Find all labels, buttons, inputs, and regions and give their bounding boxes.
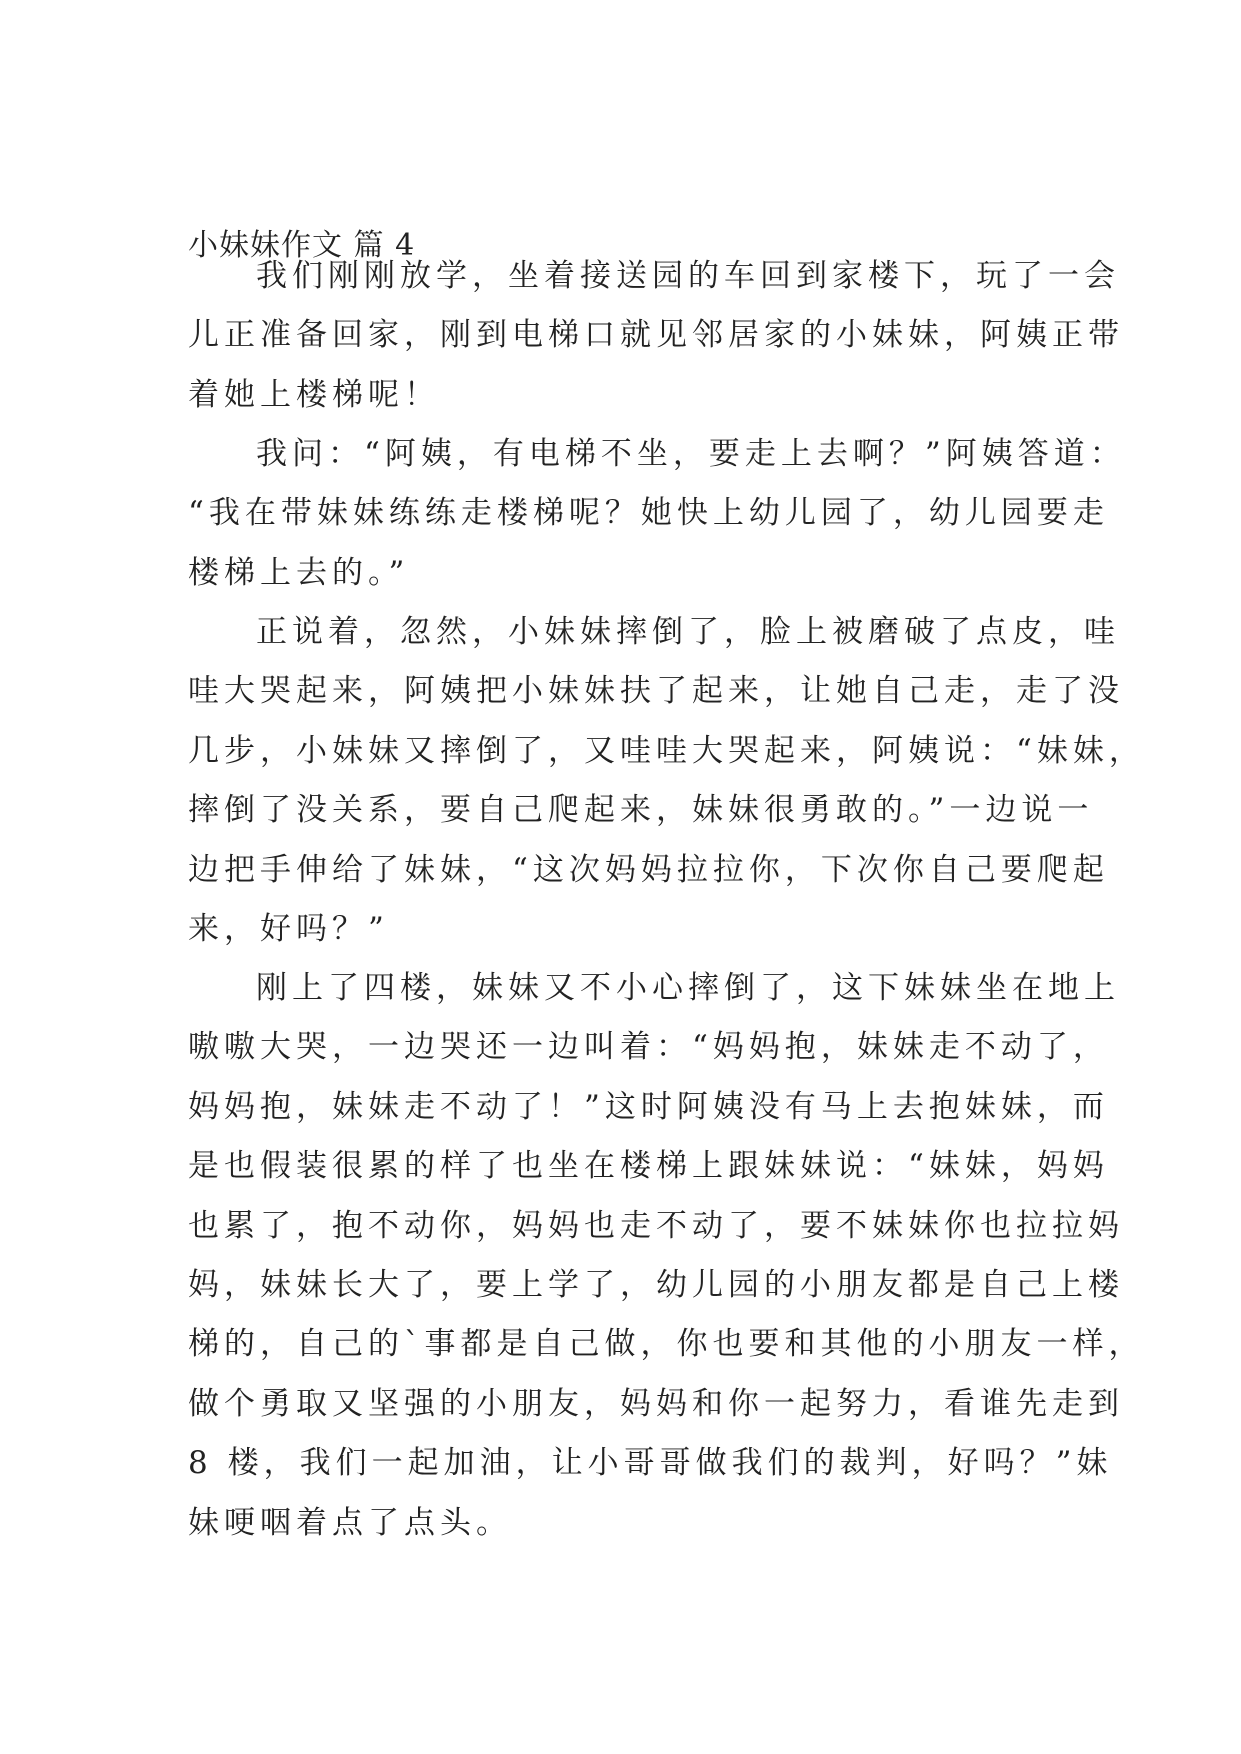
paragraph-line: 儿正准备回家，刚到电梯口就见邻居家的小妹妹，阿姨正带 (188, 317, 1124, 354)
paragraph-line: 边把手伸给了妹妹，“这次妈妈拉拉你，下次你自己要爬起 (188, 851, 1109, 888)
paragraph-1 (188, 254, 1124, 432)
paragraph-line: 正说着，忽然，小妹妹摔倒了，脸上被磨破了点皮，哇 (256, 614, 1120, 650)
paragraph-line: 梯的，自己的`事都是自己做，你也要和其他的小朋友一样， (188, 1326, 1145, 1363)
paragraph-line: 妈，妹妹长大了，要上学了，幼儿园的小朋友都是自己上楼 (188, 1266, 1124, 1303)
paragraph-line: 妈妈抱，妹妹走不动了！”这时阿姨没有马上去抱妹妹，而 (188, 1088, 1109, 1125)
paragraph-line: 刚上了四楼，妹妹又不小心摔倒了，这下妹妹坐在地上 (256, 970, 1120, 1006)
paragraph-line: 摔倒了没关系，要自己爬起来，妹妹很勇敢的。”一边说一 (188, 792, 1094, 829)
paragraph-line: 哇大哭起来，阿姨把小妹妹扶了起来，让她自己走，走了没 (188, 673, 1124, 710)
paragraph-line: 来，好吗？” (188, 910, 389, 947)
paragraph-line: 是也假装很累的样了也坐在楼梯上跟妹妹说：“妹妹，妈妈 (188, 1148, 1109, 1185)
paragraph-line: “我在带妹妹练练走楼梯呢？她快上幼儿园了，幼儿园要走 (188, 495, 1109, 532)
paragraph-line: 嗷嗷大哭，一边哭还一边叫着：“妈妈抱，妹妹走不动了， (188, 1029, 1109, 1066)
paragraph-4 (188, 966, 1145, 1560)
paragraph-line: 做个勇取又坚强的小朋友，妈妈和你一起努力，看谁先走到 (188, 1385, 1124, 1422)
paragraph-line: 8 楼，我们一起加油，让小哥哥做我们的裁判，好吗？”妹 (188, 1445, 1113, 1482)
paragraph-line: 妹哽咽着点了点头。 (188, 1504, 512, 1541)
paragraph-3 (188, 610, 1145, 966)
paragraph-line: 我们刚刚放学，坐着接送园的车回到家楼下，玩了一会 (256, 258, 1120, 294)
paragraph-line: 也累了，抱不动你，妈妈也走不动了，要不妹妹你也拉拉妈 (188, 1207, 1124, 1244)
paragraph-2 (188, 432, 1126, 610)
paragraph-line: 几步，小妹妹又摔倒了，又哇哇大哭起来，阿姨说：“妹妹， (188, 732, 1145, 769)
paragraph-line: 我问：“阿姨，有电梯不坐，要走上去啊？”阿姨答道： (256, 436, 1126, 472)
paragraph-line: 着她上楼梯呢！ (188, 376, 440, 413)
paragraph-line: 楼梯上去的。” (188, 554, 410, 591)
document-title: 小妹妹作文 篇 4 (188, 228, 416, 263)
